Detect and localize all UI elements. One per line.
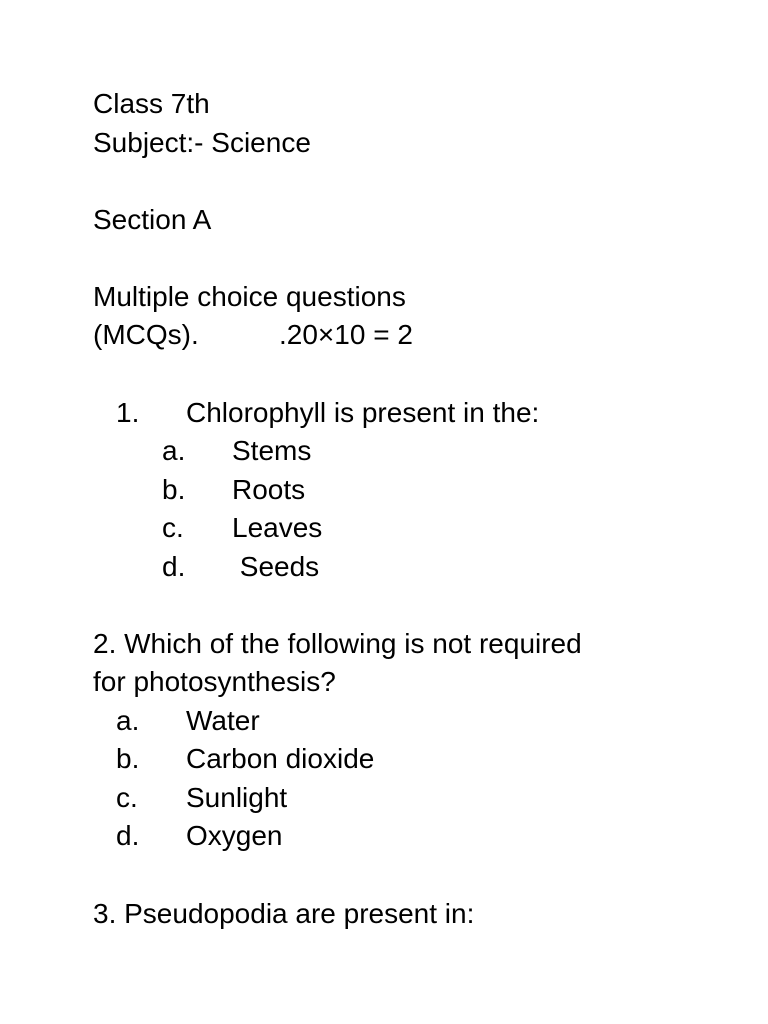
- class-label: Class 7th: [93, 88, 210, 119]
- question-2-option-a-letter: a.: [116, 705, 140, 736]
- question-2-option-d-text: Oxygen: [186, 820, 283, 851]
- question-2-option-d-letter: d.: [116, 820, 140, 851]
- question-1-number: 1.: [116, 397, 140, 428]
- question-2-option-b-letter: b.: [116, 743, 140, 774]
- question-1-option-b-text: Roots: [232, 474, 306, 505]
- question-2-text-line1: 2. Which of the following is not required: [93, 628, 582, 659]
- question-1-option-a-text: Stems: [232, 435, 312, 466]
- mcq-marks: .20×10 = 2: [279, 319, 413, 350]
- mcq-abbrev: (MCQs).: [93, 319, 199, 350]
- mcq-heading: Multiple choice questions: [93, 281, 406, 312]
- section-title: Section A: [93, 204, 212, 235]
- question-1-option-b-letter: b.: [162, 474, 186, 505]
- question-2-option-c-text: Sunlight: [186, 782, 288, 813]
- question-1-text: Chlorophyll is present in the:: [186, 397, 540, 428]
- question-1-option-c-letter: c.: [162, 512, 184, 543]
- question-1-option-a-letter: a.: [162, 435, 186, 466]
- question-1-option-c-text: Leaves: [232, 512, 323, 543]
- subject-label: Subject:- Science: [93, 127, 311, 158]
- question-2-option-b-text: Carbon dioxide: [186, 743, 375, 774]
- question-1-option-d-letter: d.: [162, 551, 186, 582]
- question-2-option-a-text: Water: [186, 705, 260, 736]
- question-2-text-line2: for photosynthesis?: [93, 666, 336, 697]
- question-1-option-d-text: Seeds: [232, 551, 320, 582]
- question-3-text: 3. Pseudopodia are present in:: [93, 898, 475, 929]
- question-2-option-c-letter: c.: [116, 782, 138, 813]
